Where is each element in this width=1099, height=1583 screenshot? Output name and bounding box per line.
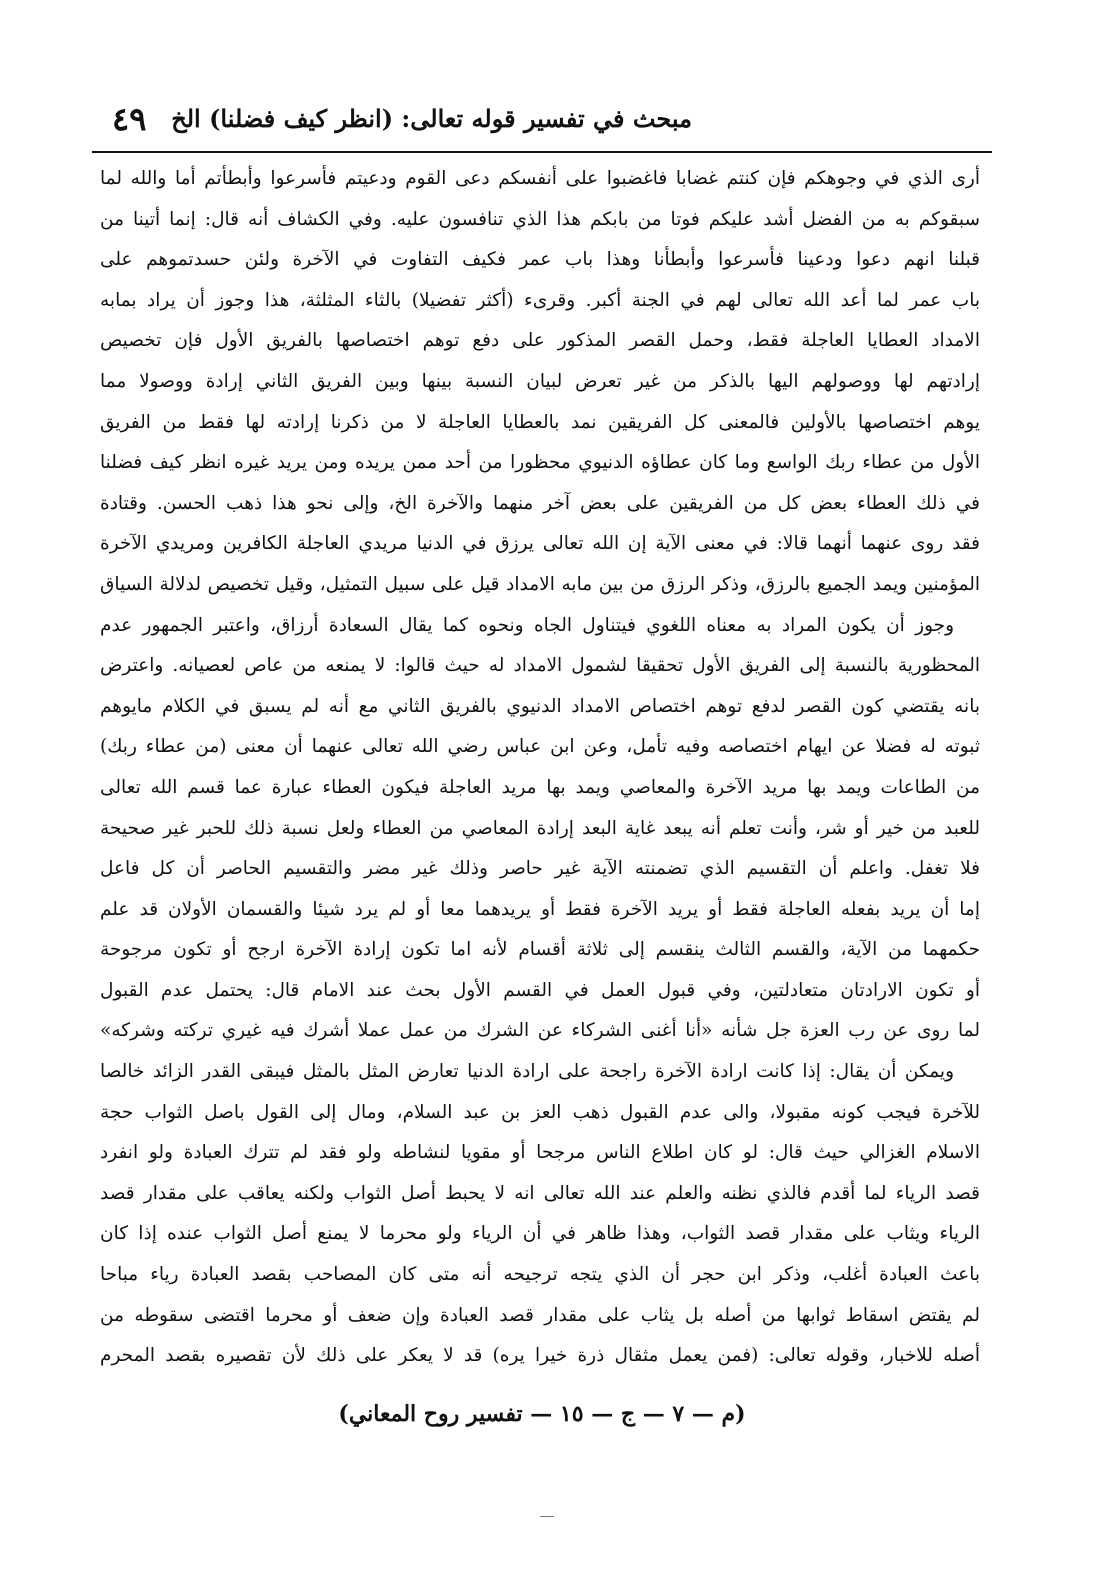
- text-line: سبقوكم به من الفضل أشد عليكم فوتا من بابكم هذا الذي تنافسون عليه. وفي الكشاف أنه قال: إنما أتينا من: [100, 208, 980, 230]
- text-line: لما روى عن رب العزة جل شأنه «أنا أغنى الشركاء عن الشرك من عمل عملا أشرك فيه غيري تركته وشركه»: [100, 1020, 980, 1042]
- text-line: من الطاعات ويمد بها مريد الآخرة والمعاصي ويمد بها مريد العاجلة فيكون العطاء عبارة عما قسم الله تعالى: [100, 776, 980, 798]
- signature-mark: (م — ٧ — ج — ١٥ — تفسير روح المعاني): [338, 1401, 746, 1427]
- text-line: المحظورية بالنسبة إلى الفريق الأول تحقيقا لشمول الامداد له حيث قالوا: لا يمنعه من عاص لعصيانه. واعترض: [100, 655, 980, 677]
- running-title: مبحث في تفسير قوله تعالى: (انظر كيف فضلنا) الخ: [171, 104, 692, 133]
- text-line: بانه يقتضي كون القصر لدفع توهم اختصاص الامداد الدنيوي بالفريق الثاني مع أنه لم يسبق في الكلام مايوهم: [100, 695, 980, 717]
- text-line: باعث العبادة أغلب، وذكر ابن حجر أن الذي يتجه ترجيحه أنه متى كان المصاحب بقصد العبادة رياء مباحا: [100, 1264, 980, 1286]
- text-line: أو تكون الارادتان متعادلتين، وفي قبول العمل في القسم الأول بحث عند الامام قال: يحتمل عدم القبول: [100, 979, 980, 1001]
- header-rule: [92, 151, 992, 153]
- text-line: إرادتهم لها ووصولهم اليها بالذكر من غير تعرض لبيان النسبة بينها وبين الفريق الثاني إرادة ووصولا مما: [100, 370, 980, 392]
- text-line: في ذلك العطاء بعض كل من الفريقين على بعض آخر منهما والآخرة الخ، وإلى نحو هذا ذهب الحسن. وقتادة: [100, 492, 980, 514]
- text-line: يوهم اختصاصها بالأولين فالمعنى كل الفريقين نمد بالعطايا العاجلة لا من ذكرنا إرادته لها فقط من الفريق: [100, 411, 980, 433]
- text-line: لم يقتض اسقاط ثوابها من أصله بل يثاب على مقدار قصد العبادة وإن ضعف أو محرما اقتضى سقوطه من: [100, 1304, 980, 1326]
- text-line: ثبوته له فضلا عن ايهام اختصاصه وفيه تأمل، وعن ابن عباس رضي الله تعالى عنهما أن معنى (من عطاء ربك): [100, 736, 980, 758]
- text-line: للآخرة فيجب كونه مقبولا، والى عدم القبول ذهب العز بن عبد السلام، ومال إلى القول باصل الثواب حجة: [100, 1101, 980, 1123]
- text-line: باب عمر لما أعد الله تعالى لهم في الجنة أكبر. وقرىء (أكثر تفضيلا) بالثاء المثلثة، هذا وجوز أن يراد بمابه: [100, 289, 980, 311]
- text-line: المؤمنين ويمد الجميع بالرزق، وذكر الرزق من بين مابه الامداد قيل على سبيل التمثيل، وقيل تخصيص لدلالة السياق: [100, 573, 980, 595]
- text-line: أرى الذي في وجوهكم فإن كنتم غضابا فاغضبوا على أنفسكم دعى القوم ودعيتم فأسرعوا وأبطأتم أما والله لما: [100, 168, 980, 189]
- text-line: إما أن يريد بفعله العاجلة فقط أو يريد الآخرة فقط أو يريدهما معا أو لم يرد شيئا والقسمان الأولان قد علم: [100, 898, 980, 920]
- text-line: فلا تغفل. واعلم أن التقسيم الذي تضمنته الآية غير حاصر وذلك غير مضر والتقسيم الحاصر أن كل فاعل: [100, 858, 980, 880]
- body-text: [100, 159, 980, 1377]
- text-line: قصد الرياء لما أقدم فالذي نظنه والعلم عند الله تعالى انه لا يحبط أصل الثواب ولكنه يعاقب على مقدار قصد: [100, 1182, 980, 1204]
- page-number: ٤٩: [112, 100, 147, 138]
- text-line: للعبد من خير أو شر، وأنت تعلم أنه يبعد غاية البعد إرادة المعاصي من العطاء ولعل نسبة ذلك للحبر غير صحيحة: [100, 817, 980, 839]
- scan-speck: [540, 1516, 554, 1517]
- text-line: فقد روى عنهما أنهما قالا: في معنى الآية إن الله تعالى يرزق في الدنيا مريدي العاجلة الكافرين ومريدي الآخرة: [100, 533, 980, 555]
- text-line: الرياء ويثاب على مقدار قصد الثواب، وهذا ظاهر في أن الرياء ولو محرما لا يمنع أصل الثواب عنده إذا كان: [100, 1223, 980, 1245]
- text-line: وجوز أن يكون المراد به معناه اللغوي فيتناول الجاه ونحوه كما يقال السعادة أرزاق، واعتبر الجمهور عدم: [100, 614, 954, 636]
- text-line: الاسلام الغزالي حيث قال: لو كان اطلاع الناس مرجحا أو مقويا لنشاطه ولو فقد لم تترك العبادة ولو انفرد: [100, 1142, 980, 1164]
- text-line: الامداد العطايا العاجلة فقط، وحمل القصر المذكور على دفع توهم اختصاصها بالفريق الأول فإن تخصيص: [100, 330, 980, 352]
- text-line: الأول من عطاء ربك الواسع وما كان عطاؤه الدنيوي محظورا من أحد ممن يريده ومن يريد غيره انظر كيف فضلنا: [100, 452, 980, 474]
- page-header: [92, 100, 992, 146]
- text-line: ويمكن أن يقال: إذا كانت ارادة الآخرة راجحة على ارادة الدنيا تعارض المثل بالمثل فيبقى القدر الزائد خالصا: [100, 1061, 954, 1083]
- text-line: أصله للاخبار، وقوله تعالى: (فمن يعمل مثقال ذرة خيرا يره) قد لا يعكر على ذلك لأن تقصيره بقصد المحرم: [100, 1345, 980, 1367]
- text-line: قبلنا انهم دعوا ودعينا فأسرعوا وأبطأنا وهذا باب عمر فكيف التفاوت في الآخرة ولئن حسدتموهم على: [100, 249, 980, 271]
- text-line: حكمهما من الآية، والقسم الثالث ينقسم إلى ثلاثة أقسام لأنه اما تكون إرادة الآخرة ارجح أو تكون مرجوحة: [100, 939, 980, 961]
